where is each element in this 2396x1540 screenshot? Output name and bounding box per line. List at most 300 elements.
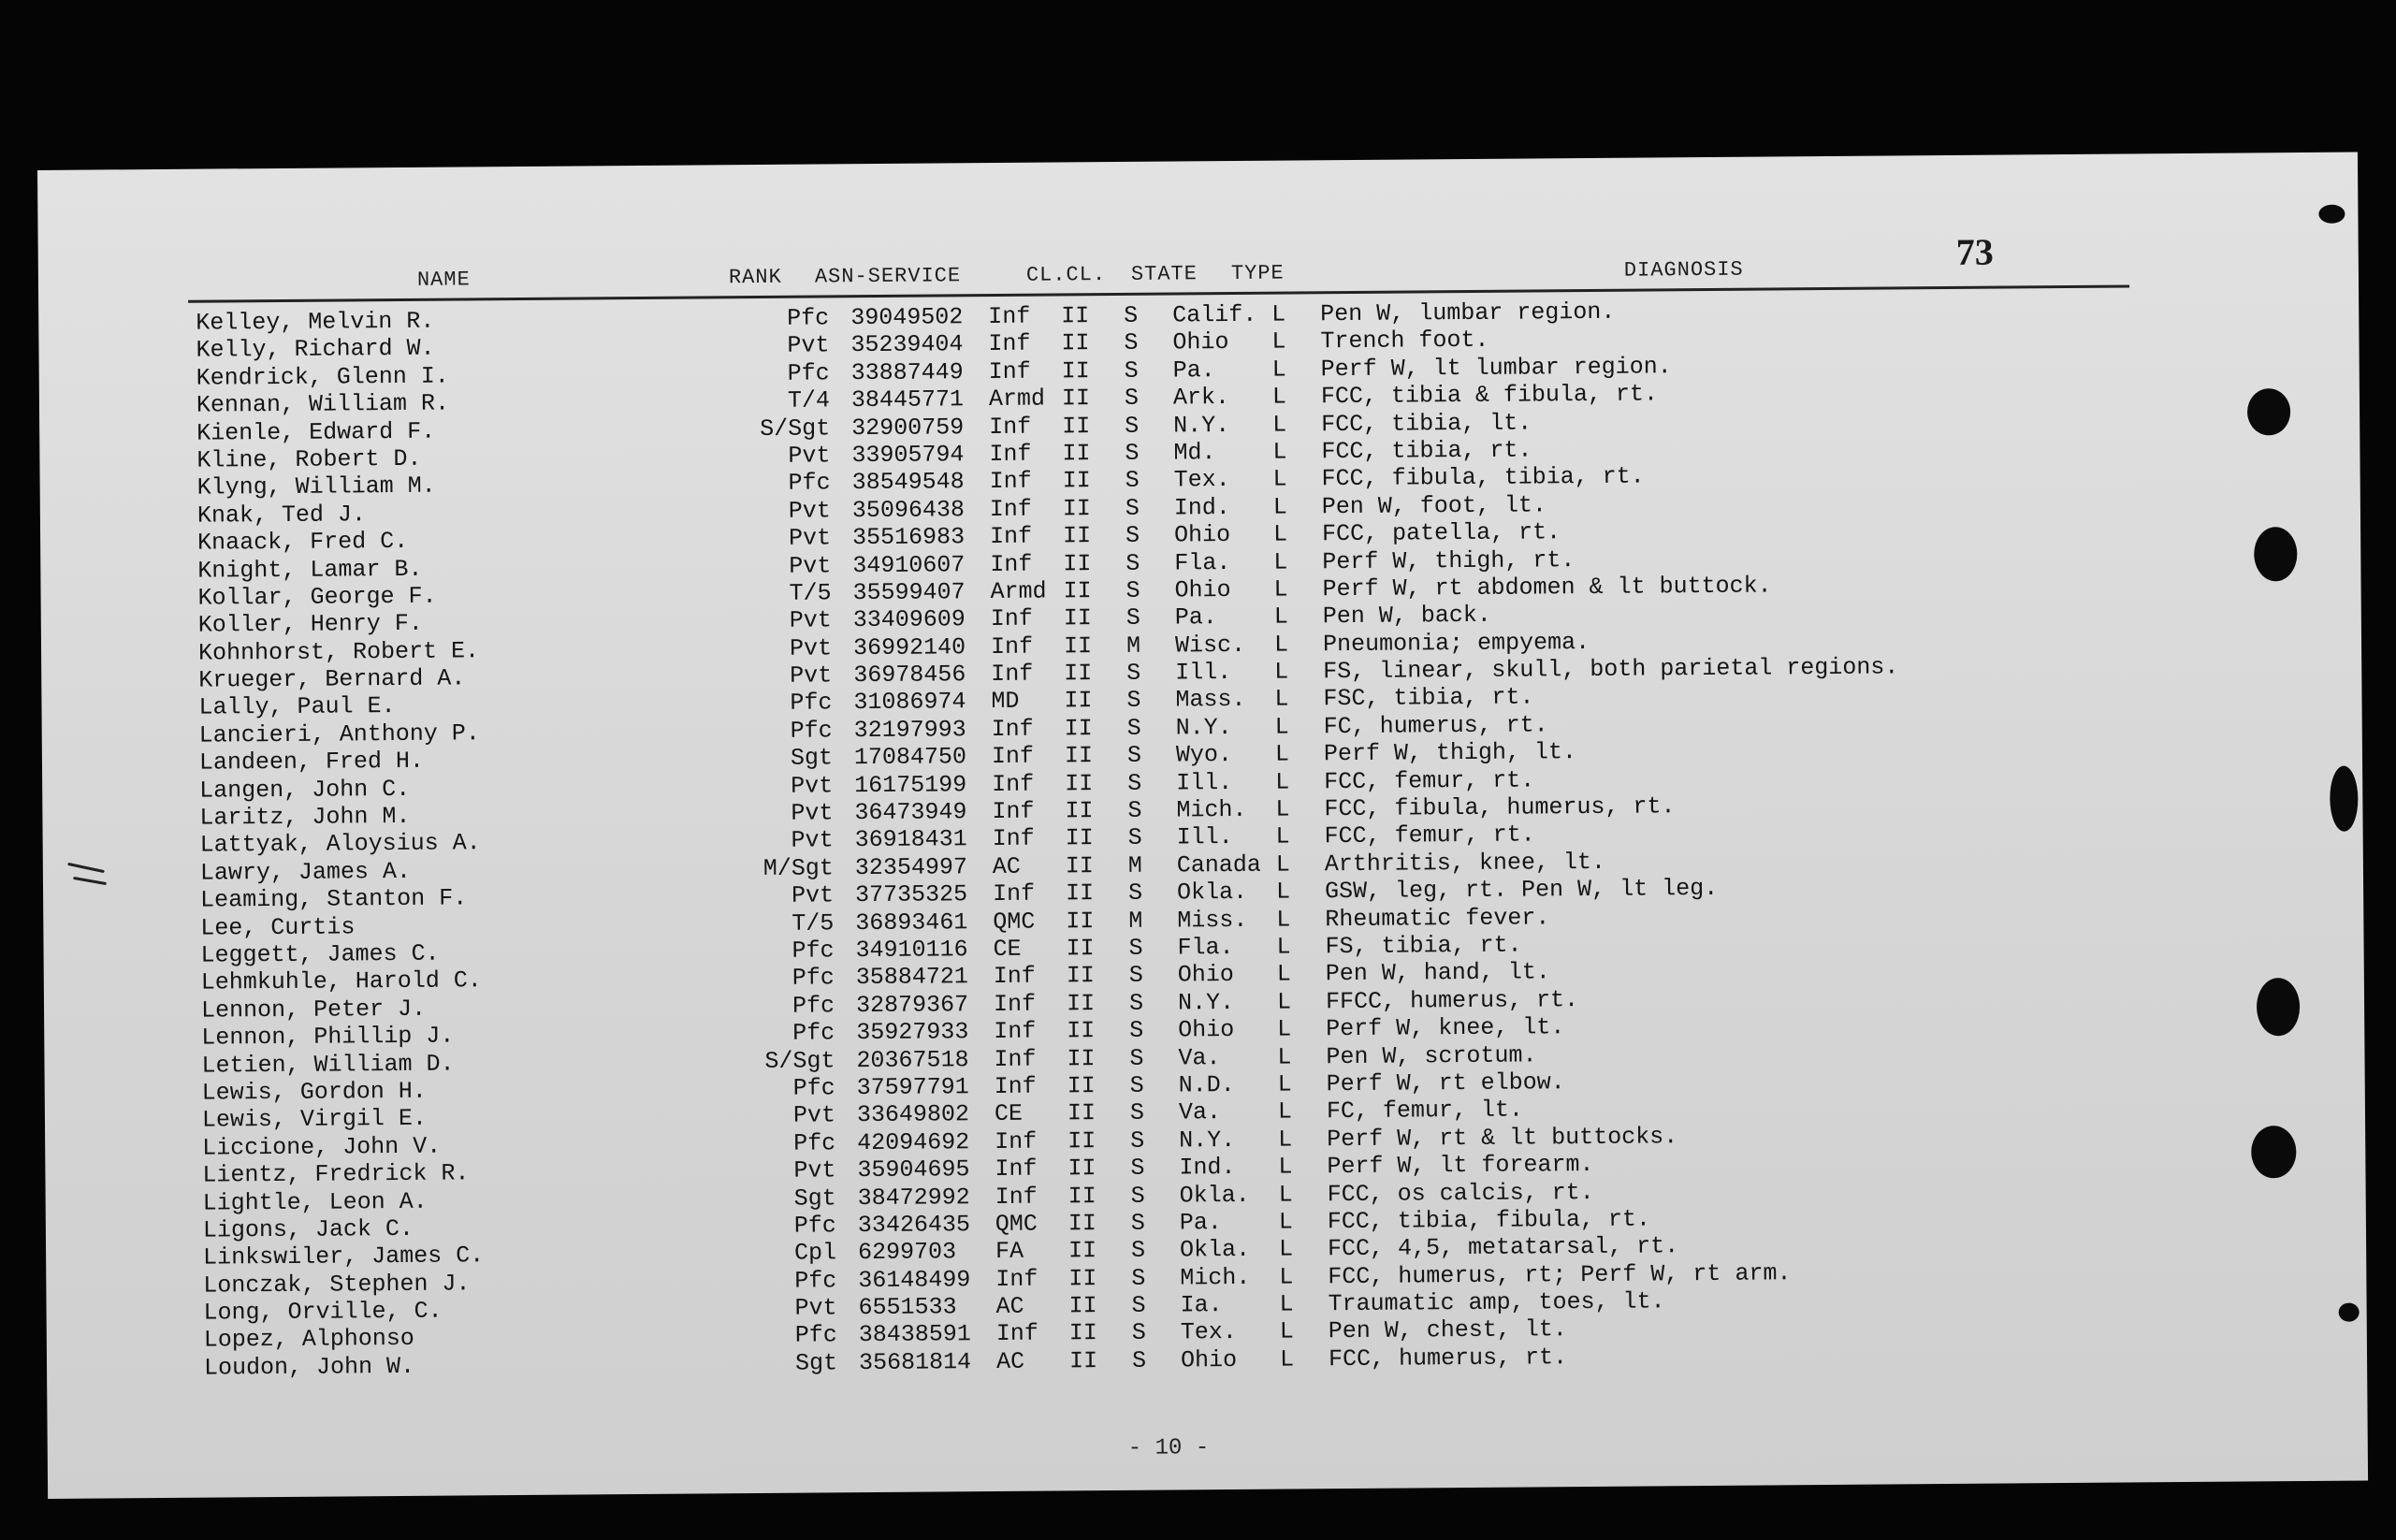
cell-service: FA (995, 1238, 1024, 1266)
cell-name: Lancieri, Anthony P. (198, 719, 480, 749)
cell-state: Mich. (1180, 1263, 1251, 1292)
cell-diagnosis: Pneumonia; empyema. (1322, 628, 1590, 658)
cell-class-1: II (1068, 1264, 1097, 1293)
cell-service: Inf (991, 715, 1034, 743)
cell-name: Kennan, William R. (196, 389, 450, 419)
cell-type: L (1271, 300, 1286, 328)
cell-type: L (1272, 465, 1287, 493)
cell-type: L (1276, 988, 1292, 1016)
cell-asn: 36978456 (853, 661, 966, 690)
cell-asn: 34910116 (855, 936, 968, 965)
cell-class-1: II (1064, 687, 1093, 715)
cell-name: Kohnhorst, Robert E. (197, 636, 480, 667)
cell-rank: Pvt (791, 881, 835, 909)
cell-rank: Pfc (793, 1129, 836, 1157)
cell-type: L (1276, 960, 1291, 988)
cell-class-2: S (1125, 549, 1140, 577)
cell-state: Mass. (1175, 686, 1246, 714)
cell-name: Leggett, James C. (200, 939, 440, 969)
cell-class-2: S (1130, 1209, 1146, 1237)
cell-asn: 33649802 (856, 1100, 970, 1129)
cell-class-2: S (1125, 467, 1140, 495)
cell-asn: 42094692 (857, 1127, 970, 1156)
cell-service: CE (994, 1100, 1024, 1128)
cell-class-2: S (1125, 494, 1140, 522)
cell-diagnosis: GSW, leg, rt. Pen W, lt leg. (1324, 875, 1719, 906)
cell-rank: Pvt (788, 497, 831, 525)
cell-class-1: II (1068, 1292, 1097, 1320)
cell-state: Fla. (1177, 933, 1234, 962)
cell-rank: Sgt (793, 1184, 836, 1213)
cell-class-1: II (1063, 549, 1092, 577)
cell-diagnosis: Perf W, thigh, lt. (1323, 738, 1577, 768)
cell-rank: Pvt (791, 799, 834, 827)
cell-state: Ind. (1179, 1154, 1236, 1182)
cell-class-1: II (1066, 935, 1095, 963)
cell-type: L (1272, 438, 1287, 466)
cell-service: Inf (995, 1183, 1038, 1211)
cell-diagnosis: FFCC, humerus, rt. (1325, 985, 1579, 1015)
cell-name: Kelly, Richard W. (196, 335, 435, 365)
cell-diagnosis: Perf W, rt & lt buttocks. (1327, 1122, 1678, 1153)
cell-state: Calif. (1172, 300, 1257, 329)
cell-type: L (1273, 575, 1288, 603)
cell-class-1: II (1066, 962, 1095, 990)
cell-rank: M/Sgt (762, 854, 834, 882)
cell-service: Inf (989, 495, 1033, 523)
cell-class-1: II (1065, 851, 1095, 880)
cell-type: L (1275, 850, 1290, 879)
cell-class-1: II (1062, 522, 1092, 550)
cell-service: Inf (994, 1072, 1037, 1100)
punch-hole (2257, 978, 2300, 1036)
cell-class-2: S (1127, 879, 1143, 908)
cell-class-1: II (1068, 1319, 1097, 1347)
cell-diagnosis: Perf W, knee, lt. (1326, 1013, 1565, 1043)
cell-diagnosis: Pen W, chest, lt. (1328, 1315, 1567, 1345)
cell-state: Okla. (1176, 879, 1248, 907)
cell-name: Lewis, Gordon H. (201, 1077, 427, 1107)
cell-class-2: S (1124, 384, 1140, 413)
cell-asn: 34910607 (852, 550, 966, 579)
cell-asn: 31086974 (853, 688, 966, 717)
cell-state: Md. (1173, 439, 1216, 467)
cell-type: L (1272, 411, 1287, 439)
cell-class-1: II (1061, 329, 1090, 357)
cell-service: Inf (988, 302, 1031, 331)
cell-service: Inf (989, 522, 1033, 551)
header-asn-service: ASN-SERVICE (814, 264, 962, 289)
cell-rank: Pvt (792, 1101, 836, 1130)
cell-state: N.Y. (1173, 411, 1230, 440)
cell-diagnosis: FCC, fibula, tibia, rt. (1321, 462, 1645, 493)
cell-type: L (1279, 1317, 1294, 1346)
cell-state: N.Y. (1179, 1126, 1236, 1155)
cell-service: Inf (990, 604, 1033, 633)
cell-state: Ill. (1175, 659, 1232, 687)
document-page (37, 153, 2368, 1499)
cell-asn: 32900759 (851, 413, 965, 442)
cell-class-2: S (1128, 989, 1144, 1017)
cell-class-1: II (1067, 1182, 1096, 1210)
cell-name: Lawry, James A. (199, 857, 412, 887)
cell-service: Inf (992, 770, 1035, 798)
cell-diagnosis: FCC, tibia, lt. (1321, 409, 1532, 438)
cell-type: L (1277, 1015, 1292, 1043)
cell-rank: Pfc (791, 964, 835, 993)
cell-asn: 32197993 (853, 716, 966, 745)
cell-diagnosis: Pen W, scrotum. (1326, 1040, 1537, 1070)
cell-rank: Pvt (788, 442, 831, 470)
cell-rank: Pfc (790, 717, 833, 745)
cell-state: N.D. (1178, 1070, 1235, 1099)
cell-service: AC (995, 1292, 1024, 1321)
cell-class-2: S (1124, 301, 1139, 329)
cell-class-1: II (1061, 302, 1090, 330)
cell-state: N.Y. (1177, 988, 1235, 1017)
cell-name: Lennon, Peter J. (200, 995, 427, 1024)
cell-name: Klyng, William M. (196, 472, 436, 502)
cell-type: L (1275, 878, 1291, 906)
cell-asn: 36473949 (854, 798, 967, 827)
cell-diagnosis: FCC, humerus, rt. (1328, 1344, 1568, 1373)
cell-state: Va. (1178, 1043, 1221, 1071)
cell-name: Linkswiler, James C. (203, 1242, 485, 1271)
cell-diagnosis: FCC, femur, rt. (1324, 821, 1535, 850)
cell-asn: 38472992 (857, 1183, 970, 1212)
cell-class-1: II (1065, 824, 1094, 852)
cell-asn: 35681814 (858, 1348, 972, 1376)
cell-diagnosis: FCC, patella, rt. (1321, 518, 1561, 548)
cell-class-2: S (1130, 1126, 1145, 1155)
cell-diagnosis: FS, tibia, rt. (1325, 931, 1522, 961)
cell-service: Inf (990, 550, 1033, 578)
cell-class-1: II (1064, 660, 1093, 688)
cell-class-2: S (1130, 1154, 1145, 1182)
cell-type: L (1274, 713, 1289, 741)
cell-service: Inf (995, 1320, 1038, 1348)
cell-service: QMC (993, 908, 1036, 936)
cell-type: L (1273, 548, 1288, 576)
cell-service: Armd (988, 385, 1046, 414)
cell-type: L (1277, 1043, 1292, 1071)
cell-diagnosis: Perf W, thigh, rt. (1322, 545, 1576, 575)
cell-class-1: II (1067, 1017, 1096, 1045)
cell-rank: S/Sgt (764, 1046, 835, 1075)
cell-asn: 17084750 (853, 743, 967, 772)
cell-class-1: II (1061, 385, 1091, 413)
cell-state: Ill. (1176, 823, 1233, 851)
cell-state: Fla. (1174, 548, 1231, 576)
cell-asn: 35927933 (856, 1018, 969, 1047)
cell-asn: 6299703 (857, 1238, 957, 1267)
cell-rank: T/4 (787, 386, 831, 414)
cell-name: Lientz, Fredrick R. (202, 1159, 470, 1189)
cell-service: Inf (992, 797, 1035, 826)
cell-class-1: II (1062, 467, 1091, 495)
cell-service: AC (995, 1347, 1025, 1375)
cell-class-2: S (1127, 796, 1142, 824)
cell-rank: T/5 (791, 908, 835, 937)
cell-name: Letien, William D. (201, 1050, 455, 1080)
cell-diagnosis: FCC, femur, rt. (1324, 766, 1535, 795)
punch-hole (2247, 388, 2290, 435)
cell-diagnosis: FCC, tibia, rt. (1321, 436, 1532, 466)
cell-state: Okla. (1179, 1236, 1251, 1264)
cell-rank: Cpl (793, 1239, 837, 1267)
cell-class-2: S (1130, 1182, 1145, 1210)
cell-type: L (1279, 1290, 1294, 1318)
cell-class-2: S (1126, 659, 1141, 687)
cell-rank: Pvt (794, 1294, 837, 1322)
cell-state: Pa. (1179, 1208, 1223, 1237)
cell-class-1: II (1067, 1126, 1096, 1155)
cell-class-2: S (1129, 1071, 1144, 1099)
cell-rank: Pfc (794, 1321, 837, 1350)
cell-state: N.Y. (1175, 713, 1232, 742)
cell-diagnosis: FCC, humerus, rt; Perf W, rt arm. (1328, 1258, 1792, 1290)
cell-class-1: II (1064, 742, 1094, 770)
cell-name: Lehmkuhle, Harold C. (200, 966, 482, 997)
cell-state: Mich. (1176, 795, 1247, 824)
cell-state: Canada (1176, 850, 1261, 879)
cell-class-1: II (1066, 989, 1096, 1018)
cell-type: L (1276, 906, 1291, 934)
cell-rank: Pfc (791, 937, 835, 965)
cell-name: Long, Orville, C. (203, 1297, 443, 1327)
cell-type: L (1278, 1208, 1293, 1236)
cell-name: Kendrick, Glenn I. (196, 362, 449, 392)
cell-type: L (1273, 603, 1288, 631)
cell-type: L (1277, 1070, 1292, 1098)
header-name: NAME (416, 268, 471, 292)
cell-asn: 38549548 (851, 468, 965, 497)
cell-class-1: II (1067, 1099, 1096, 1127)
cell-diagnosis: Pen W, lumbar region. (1320, 298, 1616, 328)
cell-diagnosis: FCC, tibia, fibula, rt. (1327, 1205, 1651, 1236)
cell-rank: Pfc (792, 1019, 835, 1047)
cell-name: Lightle, Leon A. (202, 1187, 428, 1217)
cell-type: L (1278, 1235, 1294, 1263)
cell-state: Ohio (1180, 1345, 1238, 1374)
cell-diagnosis: Pen W, back. (1322, 602, 1491, 631)
cell-asn: 35884721 (855, 963, 968, 992)
cell-diagnosis: Perf W, lt lumbar region. (1320, 353, 1672, 384)
cell-rank: Pvt (790, 661, 833, 690)
cell-state: Miss. (1177, 906, 1248, 935)
cell-class-2: M (1127, 851, 1143, 879)
cell-type: L (1279, 1263, 1294, 1291)
cell-name: Lonczak, Stephen J. (203, 1270, 471, 1300)
cell-name: Knight, Lamar B. (197, 555, 423, 585)
cell-name: Langen, John C. (199, 775, 411, 805)
header-diagnosis: DIAGNOSIS (1623, 257, 1744, 283)
cell-diagnosis: Perf W, rt elbow. (1326, 1068, 1565, 1098)
cell-asn: 35599407 (852, 578, 966, 607)
cell-class-2: S (1129, 1016, 1144, 1045)
cell-asn: 35239404 (850, 330, 964, 359)
cell-name: Lopez, Alphonso (203, 1325, 414, 1355)
cell-class-1: II (1062, 412, 1091, 440)
punch-hole (2251, 1126, 2296, 1178)
cell-rank: Pvt (787, 331, 830, 360)
cell-type: L (1274, 740, 1290, 768)
cell-state: Ia. (1180, 1291, 1223, 1319)
cell-service: Inf (995, 1265, 1038, 1293)
cell-class-1: II (1066, 907, 1095, 935)
cell-rank: Pvt (789, 606, 832, 634)
cell-name: Knak, Ted J. (196, 500, 367, 530)
cell-service: Inf (992, 825, 1035, 853)
cell-name: Loudon, John W. (203, 1352, 415, 1382)
cell-class-1: II (1063, 604, 1092, 632)
cell-class-1: II (1064, 715, 1093, 743)
cell-class-2: S (1130, 1237, 1146, 1265)
cell-service: Inf (994, 1017, 1037, 1046)
cell-name: Koller, Henry F. (197, 610, 423, 639)
cell-asn: 38445771 (850, 385, 965, 414)
cell-name: Lewis, Virgil E. (201, 1105, 428, 1134)
cell-state: Ohio (1172, 328, 1229, 356)
cell-diagnosis: Rheumatic fever. (1325, 903, 1550, 933)
cell-class-1: II (1062, 494, 1092, 523)
cell-diagnosis: FCC, fibula, humerus, rt. (1324, 792, 1676, 823)
cell-class-2: S (1125, 576, 1140, 604)
cell-state: Wisc. (1174, 631, 1246, 660)
cell-diagnosis: Traumatic amp, toes, lt. (1328, 1287, 1665, 1318)
cell-diagnosis: FS, linear, skull, both parietal regions. (1323, 653, 1899, 686)
cell-rank: Sgt (794, 1349, 838, 1377)
cell-service: Inf (990, 632, 1034, 661)
cell-name: Lennon, Phillip J. (201, 1022, 455, 1052)
cell-service: Inf (994, 1045, 1037, 1073)
cell-class-1: II (1065, 769, 1094, 798)
cell-asn: 6551533 (858, 1293, 957, 1322)
cell-class-1: II (1067, 1072, 1096, 1100)
cell-class-1: II (1061, 356, 1090, 385)
cell-service: Inf (995, 1155, 1038, 1184)
cell-class-2: S (1129, 1099, 1145, 1127)
cell-asn: 36893461 (855, 908, 968, 937)
cell-rank: Pvt (793, 1156, 836, 1184)
cell-asn: 35516983 (851, 523, 966, 552)
cell-service: Inf (989, 413, 1032, 441)
cell-class-2: S (1131, 1346, 1147, 1374)
cell-type: L (1277, 1097, 1293, 1126)
cell-name: Leaming, Stanton F. (200, 884, 468, 914)
cell-state: Okla. (1179, 1181, 1250, 1209)
cell-service: Inf (988, 357, 1031, 385)
cell-diagnosis: Perf W, rt abdomen & lt buttock. (1322, 572, 1772, 603)
cell-asn: 32879367 (855, 990, 969, 1019)
cell-class-2: S (1124, 356, 1139, 385)
cell-name: Landeen, Fred H. (198, 748, 425, 777)
cell-class-2: S (1131, 1291, 1146, 1319)
cell-asn: 20367518 (856, 1045, 969, 1074)
cell-service: Inf (992, 879, 1036, 908)
cell-name: Kollar, George F. (197, 582, 437, 612)
cell-service: QMC (995, 1210, 1038, 1238)
cell-asn: 39049502 (850, 303, 964, 332)
cell-type: L (1278, 1126, 1293, 1154)
header-cl: CL.CL. (1025, 263, 1107, 287)
cell-type: L (1278, 1153, 1293, 1181)
cell-class-2: M (1128, 907, 1143, 935)
cell-class-2: S (1125, 439, 1140, 467)
header-rank: RANK (728, 265, 782, 290)
cell-service: Inf (989, 468, 1032, 496)
cell-diagnosis: FC, humerus, rt. (1323, 711, 1548, 741)
cell-class-1: II (1067, 1155, 1096, 1183)
cell-asn: 33426435 (857, 1211, 971, 1240)
cell-class-1: II (1067, 1237, 1097, 1265)
header-state: STATE (1130, 262, 1198, 286)
cell-name: Kelley, Melvin R. (196, 307, 435, 337)
cell-rank: Pfc (788, 469, 831, 498)
cell-rank: Pvt (791, 826, 834, 855)
cell-class-2: S (1128, 962, 1143, 990)
cell-rank: Pvt (788, 524, 832, 552)
cell-state: Ark. (1172, 384, 1230, 412)
cell-type: L (1275, 768, 1290, 796)
cell-class-2: S (1125, 412, 1140, 440)
cell-class-2: M (1125, 632, 1141, 660)
cell-asn: 35904695 (857, 1155, 970, 1184)
cell-diagnosis: FCC, 4,5, metatarsal, rt. (1327, 1232, 1679, 1263)
cell-state: Pa. (1174, 603, 1217, 632)
header-type: TYPE (1230, 261, 1285, 285)
cell-service: Inf (988, 330, 1031, 358)
cell-type: L (1271, 327, 1286, 356)
cell-state: Ohio (1178, 1016, 1235, 1044)
cell-name: Knaack, Fred C. (197, 528, 409, 557)
cell-type: L (1272, 520, 1288, 548)
cell-name: Lally, Paul E. (198, 692, 396, 722)
cell-class-2: S (1131, 1319, 1146, 1347)
cell-asn: 36992140 (852, 632, 966, 661)
footer-page-number: - 10 - (1127, 1435, 1210, 1461)
page-number: 73 (1955, 230, 1994, 273)
cell-rank: S/Sgt (760, 414, 831, 443)
cell-service: Inf (989, 440, 1032, 468)
table-body (38, 294, 2199, 1383)
cell-class-1: II (1063, 577, 1092, 605)
cell-type: L (1278, 1180, 1293, 1209)
cell-class-1: II (1067, 1044, 1096, 1072)
cell-state: Tex. (1180, 1318, 1237, 1346)
cell-asn: 36148499 (858, 1265, 971, 1294)
cell-diagnosis: Pen W, hand, lt. (1325, 958, 1550, 988)
cell-state: Ind. (1173, 493, 1230, 522)
cell-rank: Pvt (791, 771, 834, 800)
cell-state: Va. (1178, 1098, 1222, 1126)
cell-rank: Pfc (787, 359, 830, 387)
cell-class-1: II (1068, 1346, 1098, 1375)
cell-class-2: S (1125, 521, 1140, 550)
cell-state: Pa. (1172, 356, 1215, 385)
cell-name: Krueger, Bernard A. (198, 664, 466, 694)
cell-service: AC (992, 852, 1022, 880)
cell-asn: 37597791 (856, 1073, 969, 1102)
cell-service: Inf (993, 963, 1036, 991)
cell-name: Laritz, John M. (199, 802, 411, 832)
cell-service: MD (991, 688, 1020, 716)
punch-hole (2254, 527, 2297, 581)
cell-type: L (1279, 1345, 1295, 1373)
cell-rank: Pfc (787, 304, 830, 332)
cell-service: Armd (990, 577, 1047, 605)
cell-type: L (1276, 933, 1291, 961)
